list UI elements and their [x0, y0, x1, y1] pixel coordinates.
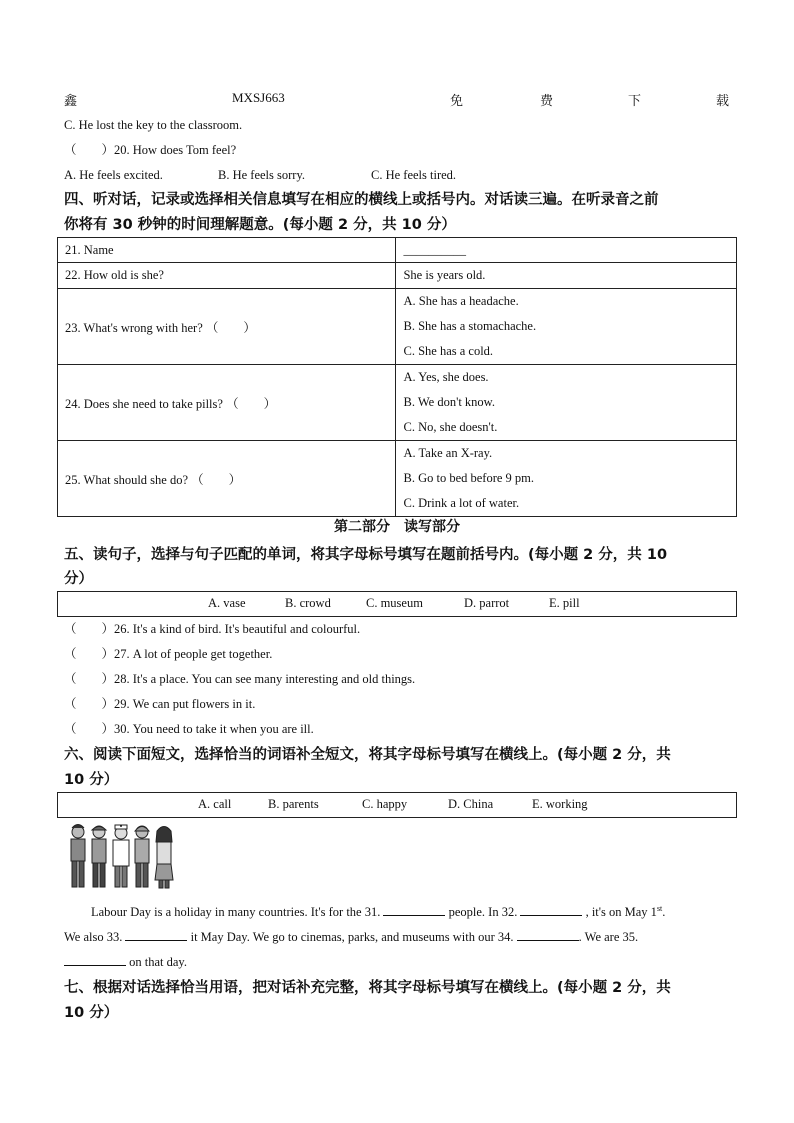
table-cell-options	[396, 441, 737, 517]
option-b: B. She has a stomachache.	[403, 319, 537, 333]
passage-text: .	[662, 905, 666, 919]
answer-paren[interactable]: （ ）	[64, 647, 115, 661]
name-answer-blank[interactable]	[396, 238, 737, 263]
word-option: E. pill	[549, 596, 580, 610]
word-option: A. call	[198, 797, 232, 811]
workers-illustration	[66, 822, 180, 892]
blank-32[interactable]	[520, 904, 582, 916]
section5-word-bank	[57, 591, 737, 617]
table-cell-options	[396, 289, 737, 365]
question-text: 27. A lot of people get together.	[114, 647, 273, 661]
q20-text: 20. How does Tom feel?	[114, 143, 237, 157]
word-option: C. happy	[362, 797, 408, 811]
section6-word-bank	[57, 792, 737, 818]
blank-34[interactable]	[517, 929, 579, 941]
table-row	[58, 263, 737, 289]
table-row	[58, 238, 737, 263]
answer-paren[interactable]: （ ）	[64, 722, 115, 736]
header-char-1: 鑫	[64, 93, 78, 108]
blank-35[interactable]	[64, 954, 126, 966]
q20-option-c: C. He feels tired.	[371, 168, 457, 182]
passage-text: on that day.	[129, 955, 187, 969]
word-option: A. vase	[208, 596, 246, 610]
page-header	[64, 90, 730, 108]
list-item	[64, 671, 415, 687]
section5-heading-line1: 五、读句子，选择与句子匹配的单词，将其字母标号填写在题前括号内。(每小题 2 分，共 10	[64, 547, 668, 563]
section6-heading-line1: 六、阅读下面短文，选择恰当的词语补全短文，将其字母标号填写在横线上。(每小题 2 分，共	[64, 747, 671, 763]
answer-paren[interactable]: （ ）	[64, 697, 115, 711]
section4-table	[57, 237, 737, 517]
word-option: E. working	[532, 797, 588, 811]
header-char-3: 免	[450, 93, 464, 108]
option-b: B. Go to bed before 9 pm.	[403, 471, 535, 485]
passage-text: it May Day. We go to cinemas, parks, and museums with our 34.	[190, 930, 514, 944]
section5-heading-line2: 分）	[64, 571, 93, 587]
table-cell-question: 22. How old is she?	[58, 263, 396, 289]
option-a: A. Yes, she does.	[403, 370, 489, 384]
answer-paren[interactable]: （ ）	[64, 622, 115, 636]
header-code: MXSJ663	[232, 90, 285, 105]
name-blank: __________	[403, 242, 466, 257]
list-item	[64, 646, 272, 662]
word-option: C. museum	[366, 596, 423, 610]
table-row	[58, 441, 737, 517]
passage-text: , it's on May 1	[585, 905, 657, 919]
word-option: D. China	[448, 797, 494, 811]
option-c: C. Drink a lot of water.	[403, 496, 520, 510]
answer-paren[interactable]: （ ）	[64, 672, 115, 686]
age-answer: She is years old.	[396, 263, 737, 289]
table-row	[58, 289, 737, 365]
passage-text: We also 33.	[64, 930, 123, 944]
q20-paren[interactable]: （ ）	[64, 143, 115, 157]
header-char-5: 下	[628, 93, 642, 108]
section7-heading-line1: 七、根据对话选择恰当用语，把对话补充完整，将其字母标号填写在横线上。(每小题 2 分，共	[64, 980, 671, 996]
passage-line-2	[64, 925, 730, 950]
table-cell-question: 23. What's wrong with her? （ ）	[58, 289, 396, 365]
option-b: B. We don't know.	[403, 395, 496, 409]
passage-text: . We are 35.	[578, 930, 639, 944]
question-text: 29. We can put flowers in it.	[114, 697, 256, 711]
blank-31[interactable]	[383, 904, 445, 916]
option-a: A. She has a headache.	[403, 294, 519, 308]
q19-option-c: C. He lost the key to the classroom.	[64, 118, 243, 132]
table-cell-question: 24. Does she need to take pills? （ ）	[58, 365, 396, 441]
word-option: D. parrot	[464, 596, 510, 610]
passage-line-1	[64, 900, 730, 925]
table-cell-question: 21. Name	[58, 238, 396, 263]
section4-heading-line1: 四、听对话，记录或选择相关信息填写在相应的横线上或括号内。对话读三遍。在听录音之前	[64, 192, 659, 208]
question-text: 30. You need to take it when you are ill.	[114, 722, 314, 736]
section6-heading-line2: 10 分）	[64, 772, 119, 788]
list-item	[64, 696, 255, 712]
passage-text: people. In 32.	[448, 905, 518, 919]
header-char-6: 载	[716, 93, 730, 108]
part2-title: 第二部分 读写部分	[334, 519, 460, 535]
list-item	[64, 621, 360, 637]
section7-heading-line2: 10 分）	[64, 1005, 119, 1021]
word-option: B. crowd	[285, 596, 331, 610]
table-cell-question: 25. What should she do? （ ）	[58, 441, 396, 517]
q20-option-a: A. He feels excited.	[64, 168, 163, 182]
q20-option-b: B. He feels sorry.	[218, 168, 306, 182]
table-row	[58, 365, 737, 441]
passage-text: Labour Day is a holiday in many countries. It's for the 31.	[91, 905, 381, 919]
superscript-st: st	[656, 903, 663, 913]
passage-line-3	[64, 950, 730, 975]
q20-line	[64, 142, 236, 158]
blank-33[interactable]	[125, 929, 187, 941]
header-char-4: 费	[540, 93, 554, 108]
section4-heading-line2: 你将有 30 秒钟的时间理解题意。(每小题 2 分，共 10 分）	[64, 217, 456, 233]
table-cell-options	[396, 365, 737, 441]
question-text: 26. It's a kind of bird. It's beautiful and colourful.	[114, 622, 361, 636]
question-text: 28. It's a place. You can see many interesting and old things.	[114, 672, 416, 686]
word-option: B. parents	[268, 797, 319, 811]
option-c: C. No, she doesn't.	[403, 420, 498, 434]
list-item	[64, 721, 314, 737]
option-c: C. She has a cold.	[403, 344, 494, 358]
option-a: A. Take an X-ray.	[403, 446, 493, 460]
